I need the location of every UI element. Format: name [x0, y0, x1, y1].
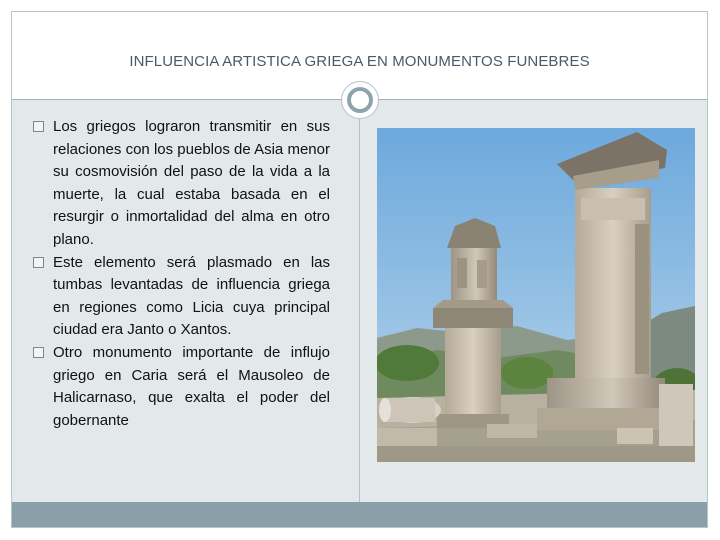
bullet-item	[33, 252, 330, 342]
bullet-list	[33, 116, 330, 432]
bullet-text: Este elemento será plasmado en las tumbas levantadas de influencia griega en regiones como Licia cuya principal ciudad era Janto o Xantos.	[53, 253, 330, 339]
bullet-item	[33, 342, 330, 432]
column-divider	[359, 100, 360, 502]
bullet-square-icon	[33, 347, 44, 358]
ring-inner	[347, 87, 373, 113]
bullet-text: Los griegos lograron transmitir en sus relaciones con los pueblos de Asia menor su cosmovisión del paso de la vida a la muerte, la cual estaba basada en el resurgir o inmortalidad del alma en otro plano.	[53, 118, 330, 248]
pillar-tombs-image	[377, 128, 695, 462]
slide-title: INFLUENCIA ARTISTICA GRIEGA EN MONUMENTOS FUNEBRES	[129, 53, 590, 70]
footer-bar	[12, 502, 707, 527]
tomb-photo	[377, 128, 695, 462]
ring-ornament-icon	[341, 81, 379, 119]
bullet-text: Otro monumento importante de influjo griego en Caria será el Mausoleo de Halicarnaso, que exalta el poder del gobernante	[53, 343, 330, 429]
bullet-square-icon	[33, 257, 44, 268]
bullet-square-icon	[33, 121, 44, 132]
bullet-item	[33, 116, 330, 252]
